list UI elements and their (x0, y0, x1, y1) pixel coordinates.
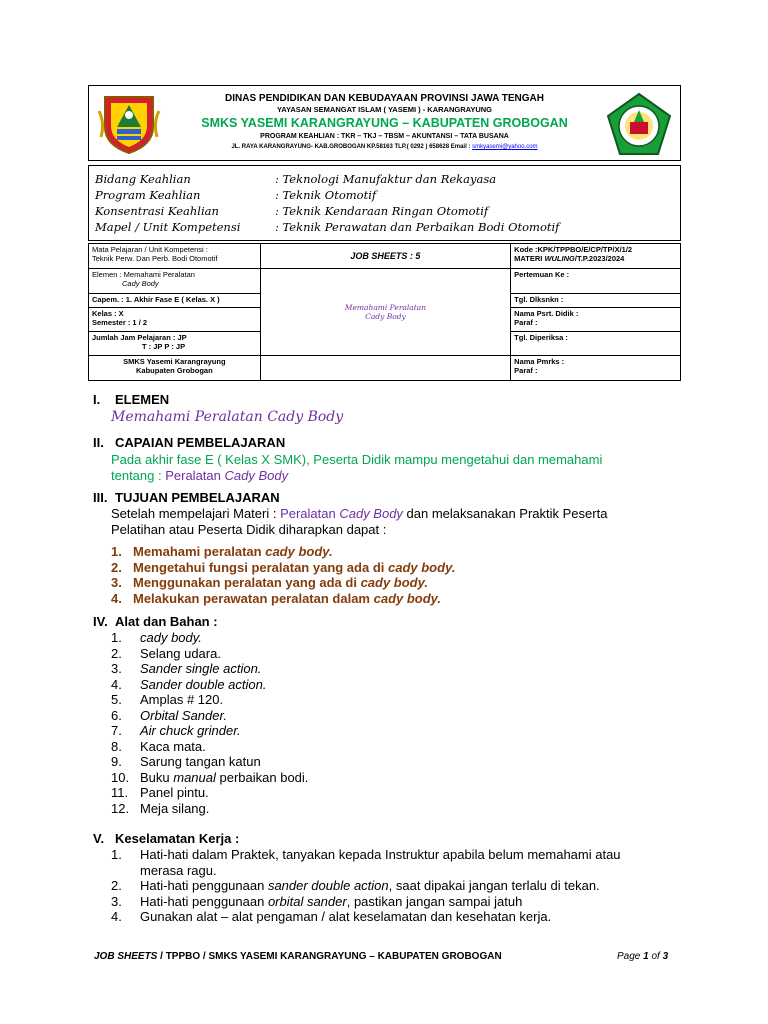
competency-value: : Teknologi Manufaktur dan Rekayasa (275, 172, 497, 186)
paraf-field: Paraf : (514, 366, 538, 375)
competency-value: : Teknik Otomotif (275, 188, 377, 202)
list-item (111, 630, 611, 646)
capaian-topic-italic: Cady Body (224, 467, 289, 483)
item-italic: manual (173, 769, 216, 785)
section-title: TUJUAN PEMBELAJARAN (115, 490, 280, 505)
section-number: V. (93, 831, 105, 846)
item-italic: cady body. (388, 559, 456, 575)
email-link[interactable]: smkyasemi@yahoo.com (472, 144, 538, 150)
provincial-crest-logo (97, 93, 161, 155)
item-number: 3. (111, 661, 122, 676)
tujuan-line-2: Pelatihan atau Peserta Didik diharapkan dapat : (111, 521, 387, 537)
item-number: 2. (111, 878, 122, 893)
item-text: Memahami peralatan (133, 544, 266, 559)
item-italic: orbital sander (267, 893, 347, 909)
item-italic: Orbital Sander. (140, 707, 227, 723)
item-number: 4. (111, 909, 122, 924)
list-item (111, 723, 611, 739)
item-text: Hati-hati dalam Praktek, tanyakan kepada Instruktur apabila belum memahami atau (140, 847, 621, 862)
item-italic: cady body. (265, 544, 333, 559)
page-number (617, 951, 668, 962)
peserta-cell (511, 308, 681, 332)
item-text: Melakukan perawatan peralatan dalam (133, 590, 374, 606)
section-number: I. (93, 392, 101, 407)
competency-key: Bidang Keahlian (95, 172, 191, 186)
job-sheet-info-table (88, 243, 681, 381)
elemen-label: Elemen : Memahami Peralatan (92, 270, 195, 279)
item-text: Amplas # 120. (140, 692, 224, 707)
item-text: Meja silang. (140, 800, 210, 816)
list-item (111, 878, 671, 894)
capaian-prefix: tentang : (111, 467, 166, 483)
section-title: Keselamatan Kerja : (115, 831, 240, 846)
goals-list (111, 544, 611, 606)
letterhead-line-4: PROGRAM KEAHLIAN : TKR – TKJ – TBSM – AKUNTANSI – TATA BUSANA (260, 133, 509, 140)
list-item (111, 708, 611, 724)
tujuan-prefix: Setelah mempelajari Materi : (111, 506, 281, 521)
list-item (111, 785, 611, 801)
school-logo (606, 92, 672, 156)
list-item (111, 909, 671, 925)
item-text: Gunakan alat – alat pengaman / alat keselamatan dan kesehatan kerja. (140, 909, 552, 924)
item-number: 2. (111, 559, 122, 575)
item-number: 4. (111, 590, 122, 606)
page-current: 1 (643, 951, 649, 962)
materi-name: WULING (544, 254, 575, 263)
competency-key: Konsentrasi Keahlian (95, 204, 219, 218)
safety-list (111, 847, 671, 925)
capaian-line-2 (111, 468, 602, 484)
capaian-line-1: Pada akhir fase E ( Kelas X SMK), Peserta Didik mampu mengetahui dan memahami (111, 452, 603, 467)
nama-pmrks-field: Nama Pmrks : (514, 357, 565, 366)
capaian-text (111, 452, 602, 483)
item-text: Menggunakan peralatan yang ada di (133, 575, 361, 590)
empty-cell (260, 356, 510, 381)
page-label: Page (617, 951, 644, 962)
item-text: Hati-hati penggunaan (140, 893, 268, 909)
list-item (111, 560, 611, 576)
capaian-topic: Peralatan (165, 467, 225, 483)
letterhead-address (189, 142, 580, 152)
item-italic: Sander single action. (140, 661, 262, 676)
list-item (111, 544, 611, 560)
item-text: Sarung tangan katun (140, 754, 261, 769)
list-item (111, 863, 671, 879)
tgl-dlksnkn-field: Tgl. Dlksnkn : (511, 294, 681, 308)
kelas-cell (89, 308, 261, 332)
item-text: Panel pintu. (140, 785, 209, 800)
competency-value: : Teknik Perawatan dan Perbaikan Bodi Otomotif (275, 220, 560, 234)
item-number: 11. (111, 785, 129, 800)
nama-psrt-field: Nama Psrt. Didik : (514, 309, 579, 318)
footer-text (94, 951, 502, 962)
list-item (111, 575, 611, 591)
kelas-field: Kelas : X (92, 309, 124, 318)
item-text: Kaca mata. (140, 738, 206, 754)
mapel-label: Mata Pelajaran / Unit Kompetensi : (92, 245, 208, 254)
paraf-field: Paraf : (514, 318, 538, 327)
tujuan-text (111, 506, 607, 537)
section-title: Alat dan Bahan : (115, 614, 218, 629)
item-number: 10. (111, 769, 130, 785)
pmrks-cell (511, 356, 681, 381)
footer-school: / TPPBO / SMKS YASEMI KARANGRAYUNG – KABUPATEN GROBOGAN (157, 951, 502, 962)
list-item (111, 739, 611, 755)
address-text: JL. RAYA KARANGRAYUNG- KAB.GROBOGAN KP.58163 TLP.( 0292 ) 658628 Email : (231, 144, 473, 150)
list-item (111, 591, 611, 607)
school-cell (89, 356, 261, 381)
section-heading (93, 392, 169, 407)
item-number: 1. (111, 847, 122, 862)
page-of: of (648, 951, 663, 962)
elemen-cell (89, 269, 261, 294)
item-text-after: perbaikan bodi. (215, 769, 309, 785)
section-number: IV. (93, 614, 108, 629)
job-title-line-1: Memahami Peralatan (344, 303, 427, 312)
section-number: III. (93, 490, 108, 505)
item-text-after: , pastikan jangan sampai jatuh (346, 893, 523, 909)
item-number: 6. (111, 707, 122, 723)
item-italic: cady body. (140, 630, 202, 645)
jam-breakdown: T : JP P : JP (142, 342, 186, 351)
footer-job-sheets: JOB SHEETS (94, 951, 158, 962)
list-item (111, 692, 611, 708)
item-number: 3. (111, 575, 122, 590)
competency-key: Mapel / Unit Kompetensi (95, 220, 241, 234)
competency-box (88, 165, 681, 241)
jam-cell (89, 332, 261, 356)
capem-field: Capem. : 1. Akhir Fase E ( Kelas. X ) (89, 294, 261, 308)
elemen-value: Cady Body (122, 279, 159, 288)
section-title: CAPAIAN PEMBELAJARAN (115, 435, 286, 450)
letterhead (88, 85, 681, 161)
mapel-value: Teknik Perw. Dan Perb. Bodi Otomotif (92, 254, 218, 263)
job-title-cell (260, 269, 510, 356)
page-total: 3 (662, 951, 669, 962)
tools-list (111, 630, 611, 816)
section-title: ELEMEN (115, 392, 170, 407)
tujuan-suffix: dan melaksanakan Praktik Peserta (402, 506, 608, 521)
item-text: Buku (140, 769, 174, 785)
materi-text (514, 254, 677, 263)
item-text: Hati-hati penggunaan (140, 878, 268, 893)
item-number: 8. (111, 738, 122, 754)
item-number: 9. (111, 754, 122, 769)
job-sheets-title: JOB SHEETS : 5 (260, 244, 510, 269)
list-item (111, 754, 611, 770)
letterhead-line-1: DINAS PENDIDIKAN DAN KEBUDAYAAN PROVINSI JAWA TENGAH (225, 93, 544, 104)
list-item (111, 801, 611, 817)
item-italic: sander double action (267, 878, 389, 893)
competency-value: : Teknik Kendaraan Ringan Otomotif (275, 204, 489, 218)
semester-field: Semester : 1 / 2 (92, 318, 148, 327)
job-title-line-2: Cady Body (365, 312, 406, 321)
section-number: II. (93, 435, 104, 450)
item-number: 4. (111, 676, 122, 692)
item-number: 7. (111, 723, 122, 738)
section-heading (93, 435, 285, 450)
letterhead-line-2: YAYASAN SEMANGAT ISLAM ( YASEMI ) - KARANGRAYUNG (276, 105, 493, 114)
kode-text: Kode :KPK/TPPBO/E/CP/TP/X/1/2 (514, 245, 633, 254)
elemen-text: Memahami Peralatan Cady Body (111, 409, 344, 425)
item-number: 5. (111, 692, 122, 707)
item-text: Selang udara. (140, 645, 221, 661)
school-line-2: Kabupaten Grobogan (136, 366, 213, 375)
tgl-diperiksa-field: Tgl. Diperiksa : (511, 332, 681, 356)
item-text: merasa ragu. (140, 862, 217, 878)
section-heading (93, 490, 280, 505)
mapel-cell (89, 244, 261, 269)
item-text: Mengetahui fungsi peralatan yang ada di (133, 559, 388, 575)
list-item (111, 894, 671, 910)
kode-cell (511, 244, 681, 269)
item-number: 2. (111, 645, 122, 661)
tujuan-line-1 (111, 506, 607, 522)
item-italic: cady body. (373, 590, 442, 606)
item-number: 1. (111, 544, 122, 559)
competency-key: Program Keahlian (95, 188, 201, 202)
list-item (111, 677, 611, 693)
item-number: 12. (111, 800, 130, 816)
item-text-after: , saat dipakai jangan terlalu di tekan. (388, 878, 600, 893)
school-line-1: SMKS Yasemi Karangrayung (123, 357, 226, 366)
section-heading (93, 831, 239, 846)
item-italic: Sander double action. (140, 676, 267, 692)
list-item (111, 847, 671, 863)
item-number: 3. (111, 893, 122, 909)
item-number: 1. (111, 630, 122, 645)
tujuan-topic-italic: Cady Body (339, 506, 403, 521)
pertemuan-field: Pertemuan Ke : (511, 269, 681, 294)
list-item (111, 661, 611, 677)
section-heading (93, 614, 218, 629)
item-italic: cady body. (360, 575, 428, 590)
tujuan-topic: Peralatan (280, 506, 340, 521)
jam-field: Jumlah Jam Pelajaran : JP (92, 333, 187, 342)
materi-label: MATERI (514, 254, 545, 263)
school-name: SMKS YASEMI KARANGRAYUNG – KABUPATEN GROBOGAN (201, 116, 568, 130)
item-italic: Air chuck grinder. (140, 723, 241, 738)
list-item (111, 646, 611, 662)
list-item (111, 770, 611, 786)
materi-year: /T.P.2023/2024 (574, 254, 625, 263)
